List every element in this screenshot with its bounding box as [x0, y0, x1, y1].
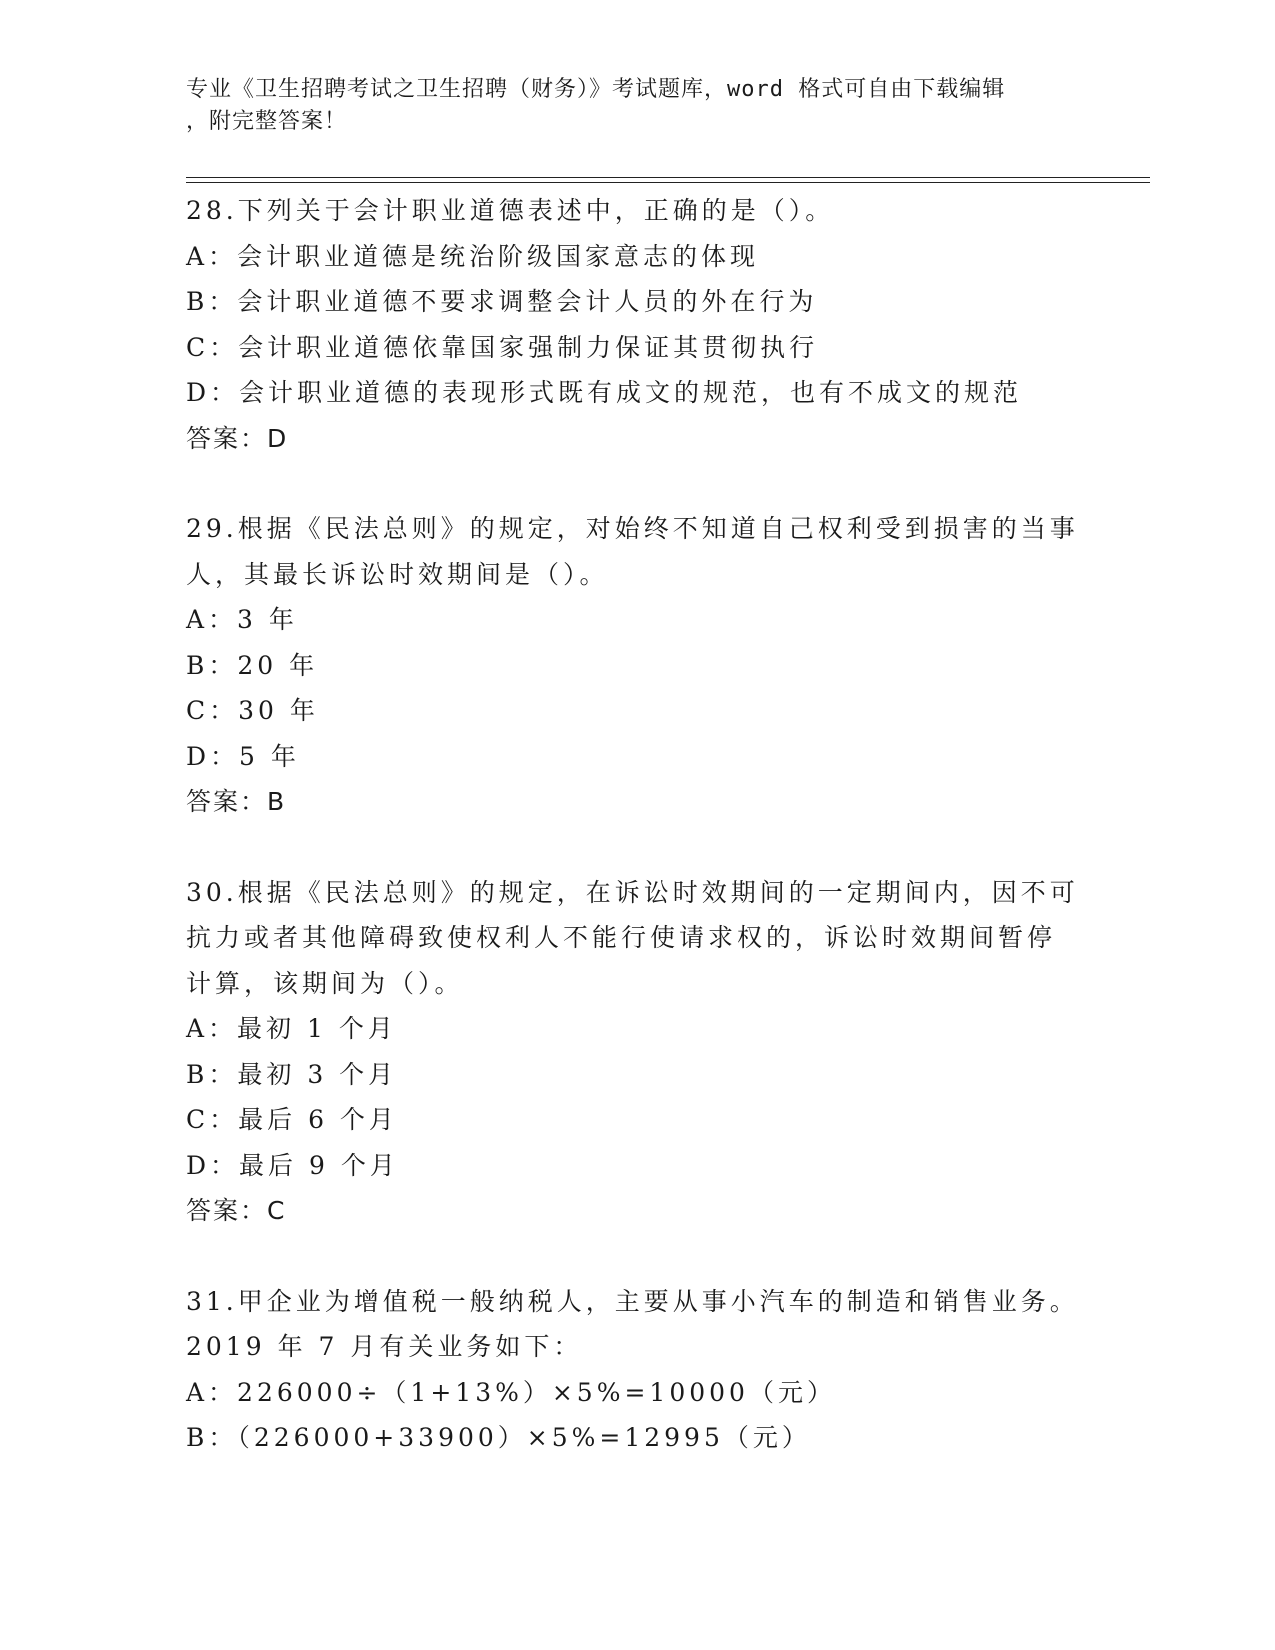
- question-28: [186, 188, 1086, 461]
- question-text: 31.甲企业为增值税一般纳税人，主要从事小汽车的制造和销售业务。: [186, 1286, 1079, 1316]
- option-d: D：会计职业道德的表现形式既有成文的规范，也有不成文的规范: [186, 378, 1023, 407]
- header-line-1: 专业《卫生招聘考试之卫生招聘（财务）》考试题库，word 格式可自由下载编辑: [186, 77, 1006, 102]
- question-text-continued: 人，其最长诉讼时效期间是（）。: [186, 559, 609, 589]
- option-a: A：3 年: [186, 605, 298, 634]
- question-text: 30.根据《民法总则》的规定，在诉讼时效期间的一定期间内，因不可: [186, 877, 1079, 907]
- option-a: A：会计职业道德是统治阶级国家意志的体现: [186, 241, 760, 271]
- option-a: A：226000÷（1+13%）×5%=10000（元）: [186, 1377, 836, 1407]
- question-list: [186, 188, 1086, 1506]
- question-text-continued: 计算，该期间为（）。: [186, 968, 464, 998]
- answer: 答案：B: [186, 787, 287, 816]
- question-text-continued: 2019 年 7 月有关业务如下：: [186, 1332, 583, 1361]
- option-b: B：最初 3 个月: [186, 1059, 398, 1089]
- answer: 答案：D: [186, 423, 289, 453]
- answer: 答案：C: [186, 1196, 287, 1225]
- option-a: A：最初 1 个月: [186, 1014, 397, 1043]
- header-line-2: ，附完整答案！: [186, 109, 348, 134]
- option-b: B：20 年: [186, 650, 319, 680]
- option-c: C：最后 6 个月: [186, 1105, 398, 1134]
- option-c: C：30 年: [186, 696, 319, 725]
- option-c: C：会计职业道德依靠国家强制力保证其贯彻执行: [186, 332, 819, 362]
- document-header: [186, 74, 1086, 138]
- option-b: B：（226000+33900）×5%=12995（元）: [186, 1423, 811, 1452]
- header-divider: [186, 177, 1150, 183]
- question-text-continued: 抗力或者其他障碍致使权利人不能行使请求权的，诉讼时效期间暂停: [186, 923, 1057, 952]
- question-31: [186, 1279, 1086, 1461]
- question-text: 28.下列关于会计职业道德表述中，正确的是（）。: [186, 196, 835, 225]
- option-b: B：会计职业道德不要求调整会计人员的外在行为: [186, 287, 818, 316]
- option-d: D：5 年: [186, 741, 300, 771]
- option-d: D：最后 9 个月: [186, 1150, 399, 1180]
- question-text: 29.根据《民法总则》的规定，对始终不知道自己权利受到损害的当事: [186, 514, 1079, 543]
- question-29: [186, 506, 1086, 825]
- question-30: [186, 870, 1086, 1234]
